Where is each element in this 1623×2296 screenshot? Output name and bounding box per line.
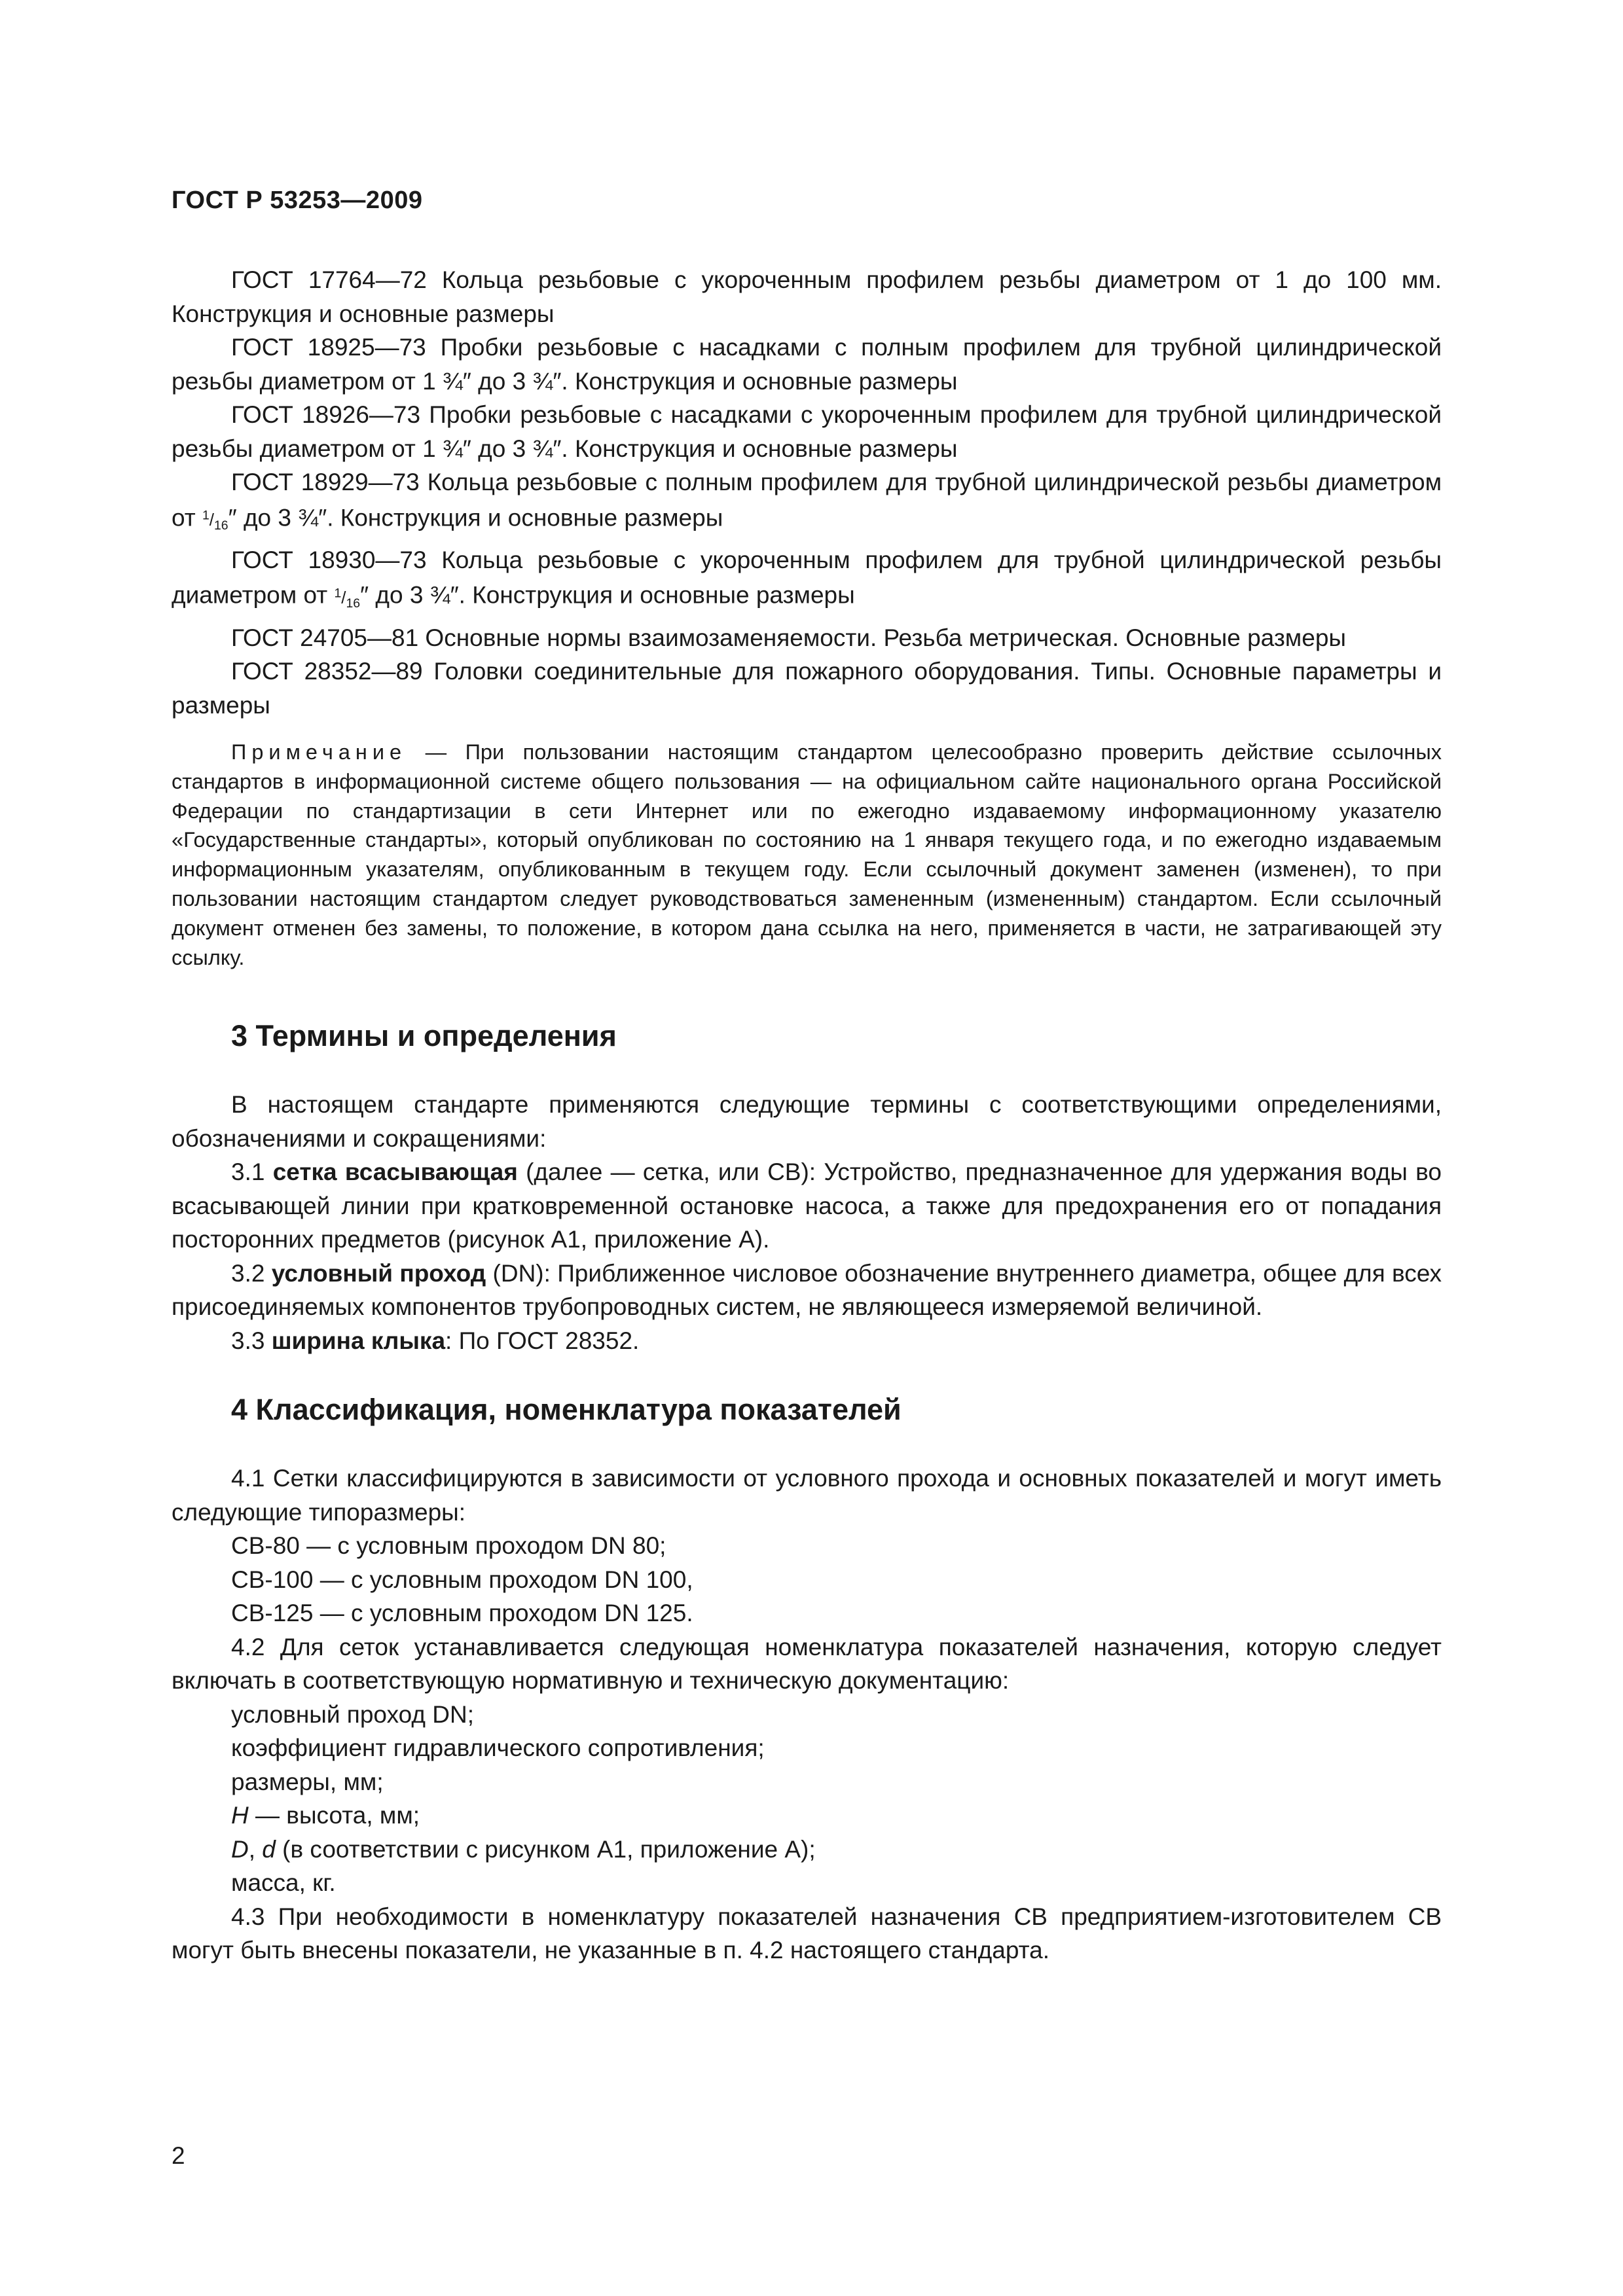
- references-list: [172, 263, 1442, 722]
- diameter-symbol: d: [262, 1835, 276, 1863]
- diameter-symbol: D: [231, 1835, 249, 1863]
- clause-4-1: 4.1 Сетки классифицируются в зависимости от условного прохода и основных показателей и могут иметь следующие типоразмеры:: [172, 1465, 1442, 1526]
- size-item: СВ-100 — с условным проходом DN 100,: [231, 1566, 693, 1593]
- clause-4-2: 4.2 Для сеток устанавливается следующая номенклатура показателей назначения, которую следует включать в соответствующую нормативную и техническую документацию:: [172, 1633, 1442, 1695]
- section-heading-3: 3 Термины и определения: [231, 1019, 617, 1053]
- reference-item: ГОСТ 18930—73 Кольца резьбовые с укороченным профилем для трубной цилиндрической резьбы диаметром от $^1/_{16}''$ до 3 ¾″. Конструкция и основные размеры: [172, 546, 1442, 611]
- page-number: 2: [172, 2142, 185, 2169]
- reference-item: ГОСТ 28352—89 Головки соединительные для пожарного оборудования. Типы. Основные параметры и размеры: [172, 658, 1442, 719]
- fraction: $^1/_{16}$: [202, 508, 228, 533]
- term-name: ширина клыка: [271, 1327, 446, 1354]
- indicator-item: D, d (в соответствии с рисунком А1, приложение А);: [231, 1835, 816, 1863]
- reference-item: ГОСТ 24705—81 Основные нормы взаимозаменяемости. Резьба метрическая. Основные размеры: [231, 624, 1346, 651]
- term-definition: 3.2 условный проход (DN): Приближенное числовое обозначение внутреннего диаметра, общее для всех присоединяемых компонентов трубопроводных систем, не являющееся измеряемой величиной.: [172, 1259, 1442, 1321]
- page-content: [172, 263, 1442, 1967]
- indicator-item: коэффициент гидравлического сопротивления;: [231, 1734, 765, 1762]
- term-definition: 3.1 сетка всасывающая (далее — сетка, или СВ): Устройство, предназначенное для удержания воды во всасывающей линии при кратковременной остановке насоса, а также для предохранения его от попадания посторонних предметов (рисунок А1, приложение А).: [172, 1158, 1442, 1253]
- size-item: СВ-80 — с условным проходом DN 80;: [231, 1532, 666, 1560]
- note-text: — При пользовании настоящим стандартом целесообразно проверить действие ссылочных стандартов в информационной системе общего пользования — на официальном сайте национального органа Российской Федерации по стандартизации в сети Интернет или по ежегодно издаваемому информационному указателю «Государственные стандарты», который опубликован по состоянию на 1 января текущего года, и по ежегодно издаваемым информационным указателям, опубликованным в текущем году. Если ссылочный документ заменен (изменен), то при пользовании настоящим стандартом следует руководствоваться замененным (измененным) стандартом. Если ссылочный документ отменен без замены, то положение, в котором дана ссылка на него, применяется в части, не затрагивающей эту ссылку.: [172, 740, 1442, 969]
- indicator-item: размеры, мм;: [231, 1768, 384, 1795]
- indicator-item: H — высота, мм;: [231, 1802, 420, 1829]
- height-symbol: H: [231, 1802, 249, 1829]
- term-definition: 3.3 ширина клыка: По ГОСТ 28352.: [231, 1327, 640, 1354]
- clause-4-3: 4.3 При необходимости в номенклатуру показателей назначения СВ предприятием-изготовителем СВ могут быть внесены показатели, не указанные в п. 4.2 настоящего стандарта.: [172, 1903, 1442, 1964]
- running-header: ГОСТ Р 53253—2009: [172, 187, 423, 214]
- reference-item: ГОСТ 18926—73 Пробки резьбовые с насадками с укороченным профилем для трубной цилиндрической резьбы диаметром от 1 ¾″ до 3 ¾″. Конструкция и основные размеры: [172, 401, 1442, 462]
- reference-item: ГОСТ 17764—72 Кольца резьбовые с укороченным профилем резьбы диаметром от 1 до 100 мм. Конструкция и основные размеры: [172, 266, 1442, 327]
- section3-intro: В настоящем стандарте применяются следующие термины с соответствующими определениями, обозначениями и сокращениями:: [172, 1091, 1442, 1152]
- term-name: условный проход: [271, 1259, 486, 1287]
- reference-item: ГОСТ 18929—73 Кольца резьбовые с полным профилем для трубной цилиндрической резьбы диаметром от $^1/_{16}''$ до 3 ¾″. Конструкция и основные размеры: [172, 469, 1442, 533]
- note-label: Примечание: [231, 740, 407, 764]
- indicator-item: условный проход DN;: [231, 1700, 475, 1728]
- size-item: СВ-125 — с условным проходом DN 125.: [231, 1600, 693, 1627]
- section-heading-4: 4 Классификация, номенклатура показателей: [231, 1393, 902, 1427]
- fraction: $^1/_{16}$: [334, 586, 361, 611]
- note-block: [172, 738, 1442, 972]
- reference-item: ГОСТ 18925—73 Пробки резьбовые с насадками с полным профилем для трубной цилиндрической резьбы диаметром от 1 ¾″ до 3 ¾″. Конструкция и основные размеры: [172, 334, 1442, 395]
- term-name: сетка всасывающая: [272, 1158, 518, 1186]
- indicator-item: масса, кг.: [231, 1869, 336, 1897]
